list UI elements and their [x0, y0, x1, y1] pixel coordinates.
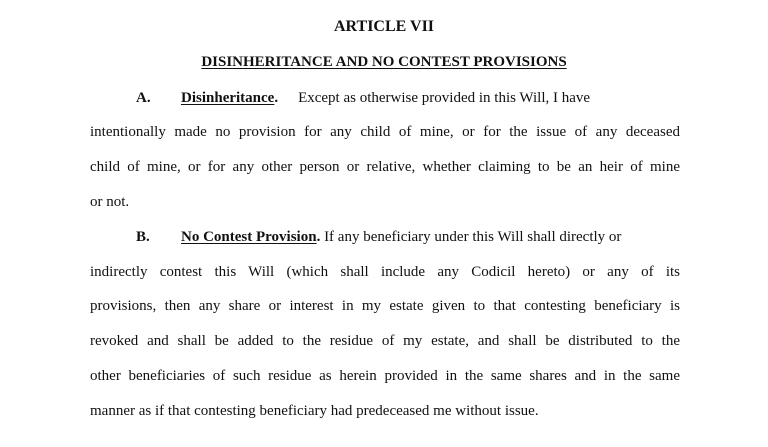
section-b-heading-punct: .	[316, 229, 321, 245]
section-a-first-line	[181, 88, 680, 108]
section-b-line-3: revoked and shall be added to the residue of my estate, and shall be distributed to the	[90, 333, 680, 349]
section-b-heading: No Contest Provision	[181, 229, 317, 245]
article-subtitle	[0, 52, 768, 72]
section-b-line-0: If any beneficiary under this Will shall directly or	[324, 229, 622, 245]
section-b-line-2: provisions, then any share or interest in my estate given to that contesting beneficiary is	[90, 298, 680, 314]
section-b-first-line	[181, 227, 680, 247]
section-b-letter: B.	[136, 229, 150, 245]
section-a-line-1: intentionally made no provision for any child of mine, or for the issue of any deceased	[90, 124, 680, 140]
section-a-line-0: Except as otherwise provided in this Will, I have	[298, 90, 591, 106]
section-b-line-1: indirectly contest this Will (which shall include any Codicil hereto) or any of its	[90, 264, 680, 280]
section-a-heading: Disinheritance	[181, 90, 275, 106]
section-b-line-5: manner as if that contesting beneficiary had predeceased me without issue.	[90, 403, 539, 419]
article-title: ARTICLE VII	[333, 18, 435, 35]
section-a-letter: A.	[136, 90, 151, 106]
section-a-line-2: child of mine, or for any other person or relative, whether claiming to be an heir of mine	[90, 159, 680, 175]
section-a-heading-punct: .	[274, 90, 279, 106]
section-a-line-3: or not.	[90, 194, 130, 210]
section-b-line-4: other beneficiaries of such residue as herein provided in the same shares and in the same	[90, 368, 680, 384]
article-subtitle-text: DISINHERITANCE AND NO CONTEST PROVISIONS	[201, 54, 567, 70]
